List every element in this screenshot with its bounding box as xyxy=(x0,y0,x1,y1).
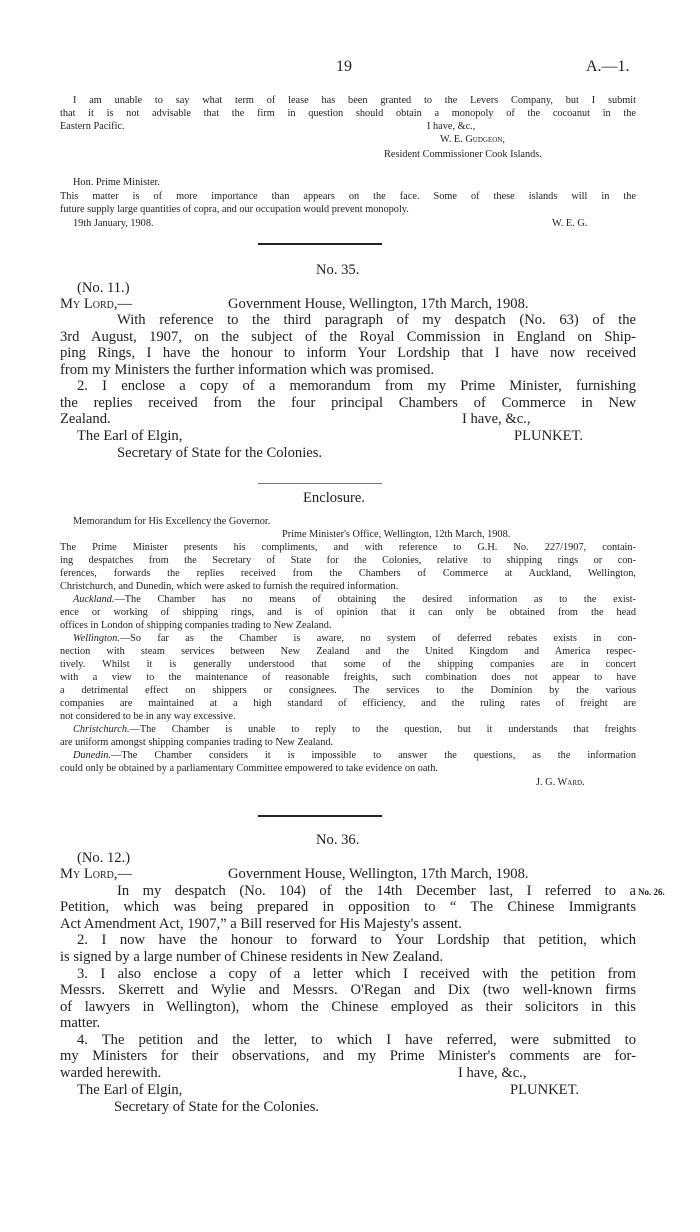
text-line: are uniform amongst shipping companies trading to New Zealand. xyxy=(60,737,334,748)
text-line: 2. I now have the honour to forward to Your Lordship that petition, which xyxy=(77,932,636,948)
dunedin-first-line: Dunedin.—The Chamber considers it is impossible to answer the questions, as the information xyxy=(73,750,636,761)
recipient: The Earl of Elgin, xyxy=(77,428,183,444)
text-line: with a view to the maintenance of reasonable freights, such combination does not appear to have xyxy=(60,672,636,683)
section-divider xyxy=(258,483,382,484)
city-name: Auckland. xyxy=(73,594,115,605)
salutation: My Lord,— xyxy=(60,866,133,882)
text-line: 2. I enclose a copy of a memorandum from my Prime Minister, furnishing xyxy=(77,378,636,394)
signer: J. G. Ward. xyxy=(536,777,585,788)
text-line: With reference to the third paragraph of my despatch (No. 63) of the xyxy=(117,312,636,328)
text-line: that it is not advisable that the firm in question should obtain a monopoly of the cocoanut in the xyxy=(60,108,636,119)
text-line: the replies received from the four principal Chambers of Commerce in New xyxy=(60,395,636,411)
text-line: matter. xyxy=(60,1015,101,1031)
text-line: offices in London of shipping companies trading to New Zealand. xyxy=(60,620,332,631)
text-line: 3. I also enclose a copy of a letter which I received with the petition from xyxy=(77,966,636,982)
text-line: In my despatch (No. 104) of the 14th December last, I referred to a xyxy=(117,883,636,899)
page-ref: A.—1. xyxy=(586,58,630,75)
city-name: Wellington. xyxy=(73,633,120,644)
office-date: Prime Minister's Office, Wellington, 12th March, 1908. xyxy=(282,529,511,540)
text-line: The Prime Minister presents his compliments, and with reference to G.H. No. 227/1907, contain- xyxy=(60,542,636,553)
despatch-number: No. 35. xyxy=(316,262,360,278)
sign-off: I have, &c., xyxy=(427,121,476,132)
text-line: ferences, forwards the replies received from the Chambers of Commerce at Auckland, Wellington, xyxy=(60,568,636,579)
text-line: This matter is of more importance than appears on the face. Some of these islands will in the xyxy=(60,191,636,202)
sign-off: I have, &c., xyxy=(462,411,531,427)
place-date: Government House, Wellington, 17th March, 1908. xyxy=(228,296,529,312)
sub-number: (No. 11.) xyxy=(77,280,130,296)
note-initials: W. E. G. xyxy=(552,218,588,229)
margin-ref: No. 26. xyxy=(638,887,665,897)
city-name: Christchurch. xyxy=(73,724,130,735)
text-line: could only be obtained by a parliamentary Committee empowered to take evidence on oath. xyxy=(60,763,438,774)
note-date: 19th January, 1908. xyxy=(73,218,154,229)
city-name: Dunedin. xyxy=(73,750,112,761)
text-line: of lawyers in Wellington), whom the Chinese employed as their solicitors in this xyxy=(60,999,636,1015)
text-line: 3rd August, 1907, on the subject of the Royal Commission in England on Ship- xyxy=(60,329,636,345)
auckland-first-line: Auckland.—The Chamber has no means of obtaining the desired information as to the exist- xyxy=(73,594,636,605)
text-line: from my Ministers the further information which was promised. xyxy=(60,362,435,378)
text-line: ence or working of shipping rings, and is of opinion that it can only be obtained from the head xyxy=(60,607,636,618)
sub-number: (No. 12.) xyxy=(77,850,131,866)
text-line: Petition, which was being prepared in opposition to “ The Chinese Immigrants xyxy=(60,899,636,915)
text-line: ing despatches from the Secretary of State for the Colonies, relative to shipping rings or con- xyxy=(60,555,636,566)
signer: W. E. Gudgeon, xyxy=(440,134,505,145)
page-number: 19 xyxy=(336,58,352,75)
text-line: not considered to be in any way excessive. xyxy=(60,711,236,722)
place-date: Government House, Wellington, 17th March, 1908. xyxy=(228,866,529,882)
text-line: is signed by a large number of Chinese residents in New Zealand. xyxy=(60,949,444,965)
text-line: a detrimental effect on shippers or consignees. The services to the Dominion by the various xyxy=(60,685,636,696)
text-line: 4. The petition and the letter, to which I have referred, were submitted to xyxy=(77,1032,636,1048)
text-line: Eastern Pacific. xyxy=(60,121,125,132)
enclosure-heading: Enclosure. xyxy=(303,490,366,506)
wellington-first-line: Wellington.—So far as the Chamber is aware, no system of deferred rebates exists in con- xyxy=(73,633,636,644)
recipient-title: Secretary of State for the Colonies. xyxy=(117,445,323,461)
recipient-title: Secretary of State for the Colonies. xyxy=(114,1099,320,1115)
text-line: Christchurch, and Dunedin, which were asked to furnish the required information. xyxy=(60,581,399,592)
text-line: my Ministers for their observations, and my Prime Minister's comments are for- xyxy=(60,1048,636,1064)
text-line: future supply large quantities of copra, and our occupation would prevent monopoly. xyxy=(60,204,409,215)
recipient: The Earl of Elgin, xyxy=(77,1082,183,1098)
text-line: companies are maintained at a high standard of efficiency, and the ruling rates of freight are xyxy=(60,698,636,709)
despatch-number: No. 36. xyxy=(316,832,360,848)
memo-to: Memorandum for His Excellency the Governor. xyxy=(73,516,271,527)
salutation: My Lord,— xyxy=(60,296,133,312)
text-line: Act Amendment Act, 1907,” a Bill reserved for His Majesty's assent. xyxy=(60,916,462,932)
section-divider xyxy=(258,243,382,245)
sign-off: I have, &c., xyxy=(458,1065,527,1081)
text-line: ping Rings, I have the honour to inform Your Lordship that I have now received xyxy=(60,345,636,361)
addressee: Hon. Prime Minister. xyxy=(73,177,160,188)
text-line: tively. Whilst it is generally understood that some of the shipping companies are in concert xyxy=(60,659,636,670)
signer: PLUNKET. xyxy=(514,428,584,444)
section-divider xyxy=(258,815,382,817)
text-line: warded herewith. xyxy=(60,1065,162,1081)
signer: PLUNKET. xyxy=(510,1082,580,1098)
text-line: Zealand. xyxy=(60,411,111,427)
text-line: I am unable to say what term of lease has been granted to the Levers Company, but I submit xyxy=(73,95,636,106)
text-line: Messrs. Skerrett and Wylie and Messrs. O'Regan and Dix (two well-known firms xyxy=(60,982,636,998)
christchurch-first-line: Christchurch.—The Chamber is unable to reply to the question, but it understands that freights xyxy=(73,724,636,735)
signer-title: Resident Commissioner Cook Islands. xyxy=(384,149,542,160)
text-line: nection with steam services between New Zealand and the United Kingdom and America respec- xyxy=(60,646,636,657)
